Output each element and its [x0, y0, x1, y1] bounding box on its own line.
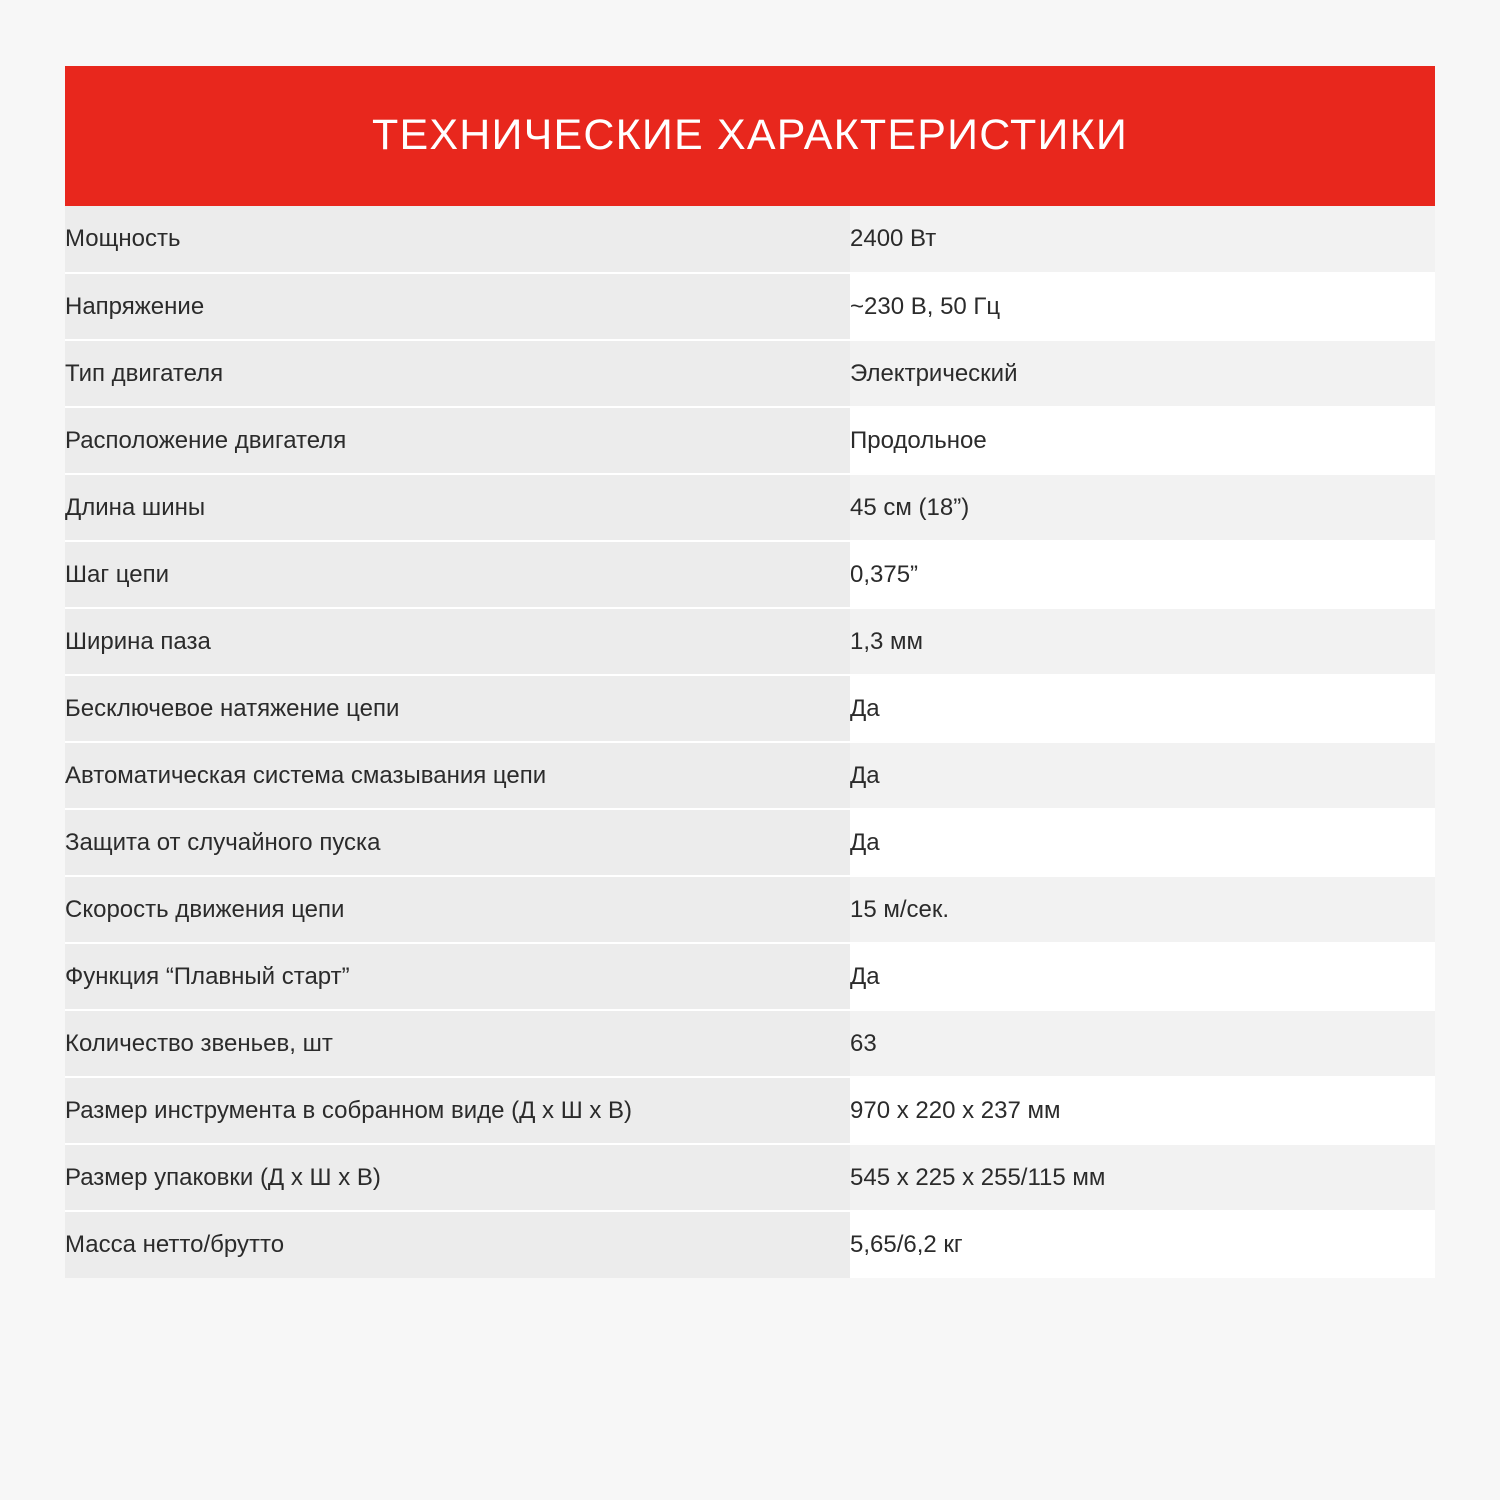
table-row [65, 407, 1435, 474]
spec-value: Да [850, 742, 1435, 809]
spec-value: Да [850, 675, 1435, 742]
spec-value: 970 x 220 x 237 мм [850, 1077, 1435, 1144]
spec-value: Да [850, 943, 1435, 1010]
table-row [65, 742, 1435, 809]
spec-label: Шаг цепи [65, 541, 850, 608]
specifications-table-body [65, 206, 1435, 1278]
spec-value: 15 м/сек. [850, 876, 1435, 943]
specifications-header [65, 66, 1435, 206]
spec-value: 2400 Вт [850, 206, 1435, 273]
spec-value: ~230 В, 50 Гц [850, 273, 1435, 340]
spec-value: Электрический [850, 340, 1435, 407]
table-row [65, 675, 1435, 742]
table-row [65, 340, 1435, 407]
table-row [65, 273, 1435, 340]
spec-label: Размер инструмента в собранном виде (Д х Ш х В) [65, 1077, 850, 1144]
spec-label: Количество звеньев, шт [65, 1010, 850, 1077]
spec-label: Автоматическая система смазывания цепи [65, 742, 850, 809]
table-row [65, 876, 1435, 943]
spec-value: 45 см (18”) [850, 474, 1435, 541]
spec-value: 5,65/6,2 кг [850, 1211, 1435, 1278]
table-row [65, 1144, 1435, 1211]
spec-label: Размер упаковки (Д х Ш х В) [65, 1144, 850, 1211]
table-row [65, 1211, 1435, 1278]
table-row [65, 541, 1435, 608]
spec-label: Защита от случайного пуска [65, 809, 850, 876]
spec-value: Продольное [850, 407, 1435, 474]
spec-label: Расположение двигателя [65, 407, 850, 474]
spec-value: 63 [850, 1010, 1435, 1077]
spec-label: Скорость движения цепи [65, 876, 850, 943]
table-row [65, 1010, 1435, 1077]
table-row [65, 474, 1435, 541]
spec-label: Длина шины [65, 474, 850, 541]
spec-label: Мощность [65, 206, 850, 273]
table-row [65, 608, 1435, 675]
specifications-card [65, 66, 1435, 1278]
table-row [65, 206, 1435, 273]
spec-value: 0,375” [850, 541, 1435, 608]
spec-value: Да [850, 809, 1435, 876]
table-row [65, 1077, 1435, 1144]
spec-label: Масса нетто/брутто [65, 1211, 850, 1278]
spec-label: Ширина паза [65, 608, 850, 675]
page-title: ТЕХНИЧЕСКИЕ ХАРАКТЕРИСТИКИ [372, 111, 1128, 160]
table-row [65, 809, 1435, 876]
spec-value: 545 x 225 x 255/115 мм [850, 1144, 1435, 1211]
spec-label: Напряжение [65, 273, 850, 340]
specifications-table [65, 206, 1435, 1278]
spec-label: Тип двигателя [65, 340, 850, 407]
spec-label: Бесключевое натяжение цепи [65, 675, 850, 742]
spec-label: Функция “Плавный старт” [65, 943, 850, 1010]
spec-value: 1,3 мм [850, 608, 1435, 675]
table-row [65, 943, 1435, 1010]
